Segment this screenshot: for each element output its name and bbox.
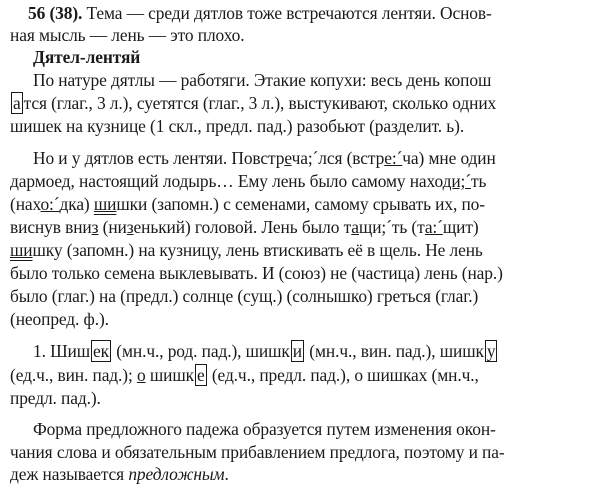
conclusion-text: деж называется <box>10 464 129 484</box>
underlined-consonant: з <box>126 217 134 237</box>
item-text: (мн.ч., вин. пад.), шишк <box>305 341 484 361</box>
p2-text: дармоед, настоящий лодырь… Ему лень было самому нахо <box>10 171 443 191</box>
p2-text: (нах <box>10 194 41 214</box>
item1-line-3: предл. пад.). <box>10 388 101 408</box>
p2-text: ча;´лся (встр <box>291 148 385 168</box>
underlined-syllable: ши <box>93 194 117 214</box>
p2-text: ча) мне один <box>402 148 496 168</box>
underlined-vowel: а:´ <box>424 217 443 237</box>
conclusion-line-1: Форма предложного падежа образуется путем изменения окон- <box>33 419 496 439</box>
item-text: (ед.ч., предл. пад.), о шишках (мн.ч., <box>207 365 479 385</box>
p2-text: шки (запомн.) с семенами, самому срывать их, по- <box>116 194 485 214</box>
item1-line-2 <box>10 364 600 386</box>
exercise-intro-1: Тема — среди дятлов тоже встречаются лентяи. Основ- <box>86 3 492 23</box>
p2-text: енький) головой. Лень было т <box>133 217 352 237</box>
p2-text: дка) <box>59 194 94 214</box>
p2-text: (ни <box>98 217 127 237</box>
conclusion-text: . <box>224 464 229 484</box>
underlined-syllable: ши <box>10 240 33 260</box>
underlined-vowel: е:´ <box>384 148 403 168</box>
p2-line-1 <box>33 147 600 169</box>
ending-box: ек <box>93 341 110 361</box>
item-text: 1. Шиш <box>33 341 91 361</box>
underlined-vowel: о:´ <box>40 194 60 214</box>
p2-text: ть <box>470 171 487 191</box>
p2-line-4 <box>10 216 600 238</box>
p2-line-2 <box>10 170 600 192</box>
p2-text: виснув вни <box>10 217 92 237</box>
ending-box: а <box>13 93 21 113</box>
ending-box: у <box>486 341 496 361</box>
p1-line-3: шишек на кузнице (1 скл., предл. пад.) разобьют (разделит. ь). <box>10 116 465 136</box>
p2-text: Но и у дятлов есть лентяи. Повстр <box>33 148 285 168</box>
p1-line-2-tail: (глаг., 3 л.), суетятся (глаг., 3 л.), выстукивают, сколько одних <box>46 93 497 113</box>
p2-line-8: (неопред. ф.). <box>10 309 109 329</box>
p2-line-5 <box>10 239 600 261</box>
item-text: (мн.ч., род. пад.), шишк <box>112 341 290 361</box>
underlined-consonant: з <box>91 217 99 237</box>
p1-line-1: По натуре дятлы — работяги. Этакие копухи: весь день копош <box>33 70 492 90</box>
p1-line-2-rest: тся <box>23 93 47 113</box>
underlined-vowel: а <box>351 217 359 237</box>
item-text: шишк <box>145 365 194 385</box>
text-title: Дятел-лентяй <box>33 47 141 67</box>
conclusion-line-2: чания слова и обязательным прибавлением предлога, поэтому и па- <box>10 442 505 462</box>
ending-box: и <box>292 341 303 361</box>
p2-text: шку (запомн.) на кузницу, лень втискивать её в щель. Не лень <box>32 240 483 260</box>
p2-line-7: было (глаг.) на (предл.) солнце (сущ.) (солнышко) греться (глаг.) <box>10 286 479 306</box>
ending-box: е <box>196 365 205 385</box>
exercise-intro-2: ная мысль — лень — это плохо. <box>10 25 245 45</box>
underlined-vowel: е <box>284 148 292 168</box>
p1-line-2 <box>10 92 600 114</box>
italic-term: предложным <box>128 464 225 484</box>
item1-line-1 <box>33 340 600 362</box>
exercise-heading-line <box>28 2 600 24</box>
item-text: (ед.ч., вин. пад.); <box>10 365 137 385</box>
underlined-preposition: о <box>136 365 146 385</box>
conclusion-line-3 <box>10 463 600 485</box>
exercise-number: 56 (38). <box>28 3 83 23</box>
p2-text: щит) <box>442 217 479 237</box>
p2-text: щи;´ть (т <box>358 217 425 237</box>
p2-line-6: было только семена выклевывать. И (союз) не (частица) лень (нар.) <box>10 263 503 283</box>
underlined-vowel: ди;´ <box>442 171 471 191</box>
p2-line-3 <box>10 193 600 215</box>
